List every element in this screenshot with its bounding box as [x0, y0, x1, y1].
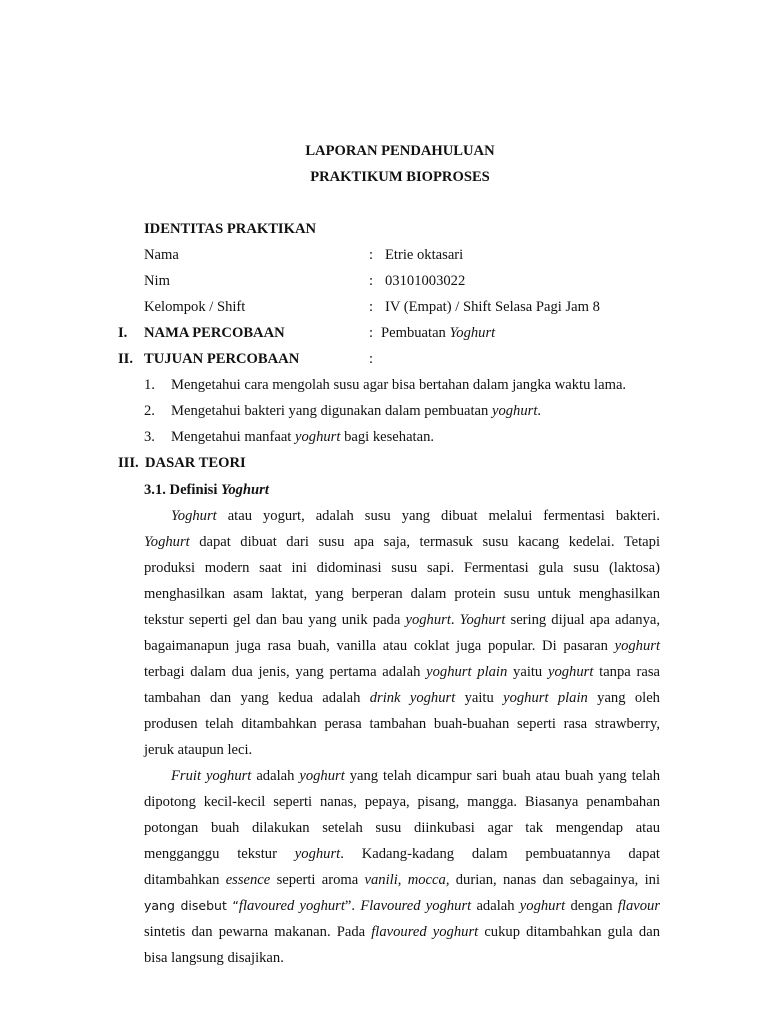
section-title: TUJUAN PERCOBAAN — [144, 351, 300, 367]
paragraph-line: tekstur seperti gel dan bau yang unik pada yoghurt. Yoghurt sering dijual apa adanya, — [144, 612, 661, 628]
paragraph-line: ditambahkan essence seperti aroma vanili, mocca, durian, nanas dan sebagainya, ini — [144, 872, 661, 888]
section-number: III. — [118, 455, 139, 471]
paragraph-line: produsen telah ditambahkan perasa tambahan buah-buahan seperti rasa strawberry, — [144, 716, 660, 732]
list-item: Mengetahui bakteri yang digunakan dalam pembuatan yoghurt. — [171, 403, 542, 419]
paragraph-line: terbagi dalam dua jenis, yang pertama adalah yoghurt plain yaitu yoghurt tanpa rasa — [144, 664, 660, 680]
paragraph-line: potongan buah dilakukan setelah susu diinkubasi agar tak mengendap atau — [144, 820, 660, 836]
paragraph-line: Yoghurt atau yogurt, adalah susu yang dibuat melalui fermentasi bakteri. — [171, 508, 660, 524]
paragraph-line: Yoghurt dapat dibuat dari susu apa saja, termasuk susu kacang kedelai. Tetapi — [144, 534, 660, 550]
paragraph-line: sintetis dan pewarna makanan. Pada flavoured yoghurt cukup ditambahkan gula dan — [144, 924, 660, 940]
identity-value: 03101003022 — [385, 273, 466, 289]
paragraph-line: produksi modern saat ini didominasi susu sapi. Fermentasi gula susu (laktosa) — [144, 560, 660, 576]
list-number: 2. — [144, 403, 155, 419]
identity-value: IV (Empat) / Shift Selasa Pagi Jam 8 — [385, 299, 600, 315]
paragraph-line: menghasilkan asam laktat, yang berperan dalam protein susu untuk menghasilkan — [144, 586, 660, 602]
section-colon: : — [369, 351, 374, 367]
identitas-heading: IDENTITAS PRAKTIKAN — [144, 221, 317, 237]
identity-colon: : — [369, 247, 374, 263]
paragraph-line: Fruit yoghurt adalah yoghurt yang telah dicampur sari buah atau buah yang telah — [171, 768, 660, 784]
paragraph-line: bisa langsung disajikan. — [144, 950, 284, 966]
section-number: I. — [118, 325, 128, 341]
document-title: LAPORAN PENDAHULUAN — [305, 143, 495, 159]
document-subtitle: PRAKTIKUM BIOPROSES — [310, 169, 490, 185]
paragraph-line: mengganggu tekstur yoghurt. Kadang-kadang dalam pembuatannya dapat — [144, 846, 660, 862]
paragraph-line: yang disebut “flavoured yoghurt”. Flavoured yoghurt adalah yoghurt dengan flavour — [144, 898, 661, 914]
list-item: Mengetahui cara mengolah susu agar bisa bertahan dalam jangka waktu lama. — [171, 377, 627, 393]
list-number: 1. — [144, 377, 155, 393]
identity-colon: : — [369, 273, 374, 289]
paragraph-line: bagaimanapun juga rasa buah, vanilla atau coklat juga popular. Di pasaran yoghurt — [144, 638, 660, 654]
section-title: NAMA PERCOBAAN — [144, 325, 285, 341]
subsection-title: 3.1. Definisi Yoghurt — [144, 482, 269, 498]
paragraph-line: jeruk ataupun leci. — [144, 742, 253, 758]
identity-value: Etrie oktasari — [385, 247, 464, 263]
identity-label: Nama — [144, 247, 179, 263]
paragraph-line: dipotong kecil-kecil seperti nanas, pepaya, pisang, mangga. Biasanya penambahan — [144, 794, 660, 810]
section-colon: : — [369, 325, 374, 341]
paragraph-line: tambahan dan yang kedua adalah drink yoghurt yaitu yoghurt plain yang oleh — [144, 690, 660, 706]
identity-colon: : — [369, 299, 374, 315]
section-title: DASAR TEORI — [145, 455, 246, 471]
list-item: Mengetahui manfaat yoghurt bagi kesehatan. — [171, 429, 435, 445]
identity-label: Nim — [144, 273, 170, 289]
section-value: Pembuatan Yoghurt — [381, 325, 496, 341]
identity-label: Kelompok / Shift — [144, 299, 246, 315]
section-number: II. — [118, 351, 134, 367]
list-number: 3. — [144, 429, 155, 445]
